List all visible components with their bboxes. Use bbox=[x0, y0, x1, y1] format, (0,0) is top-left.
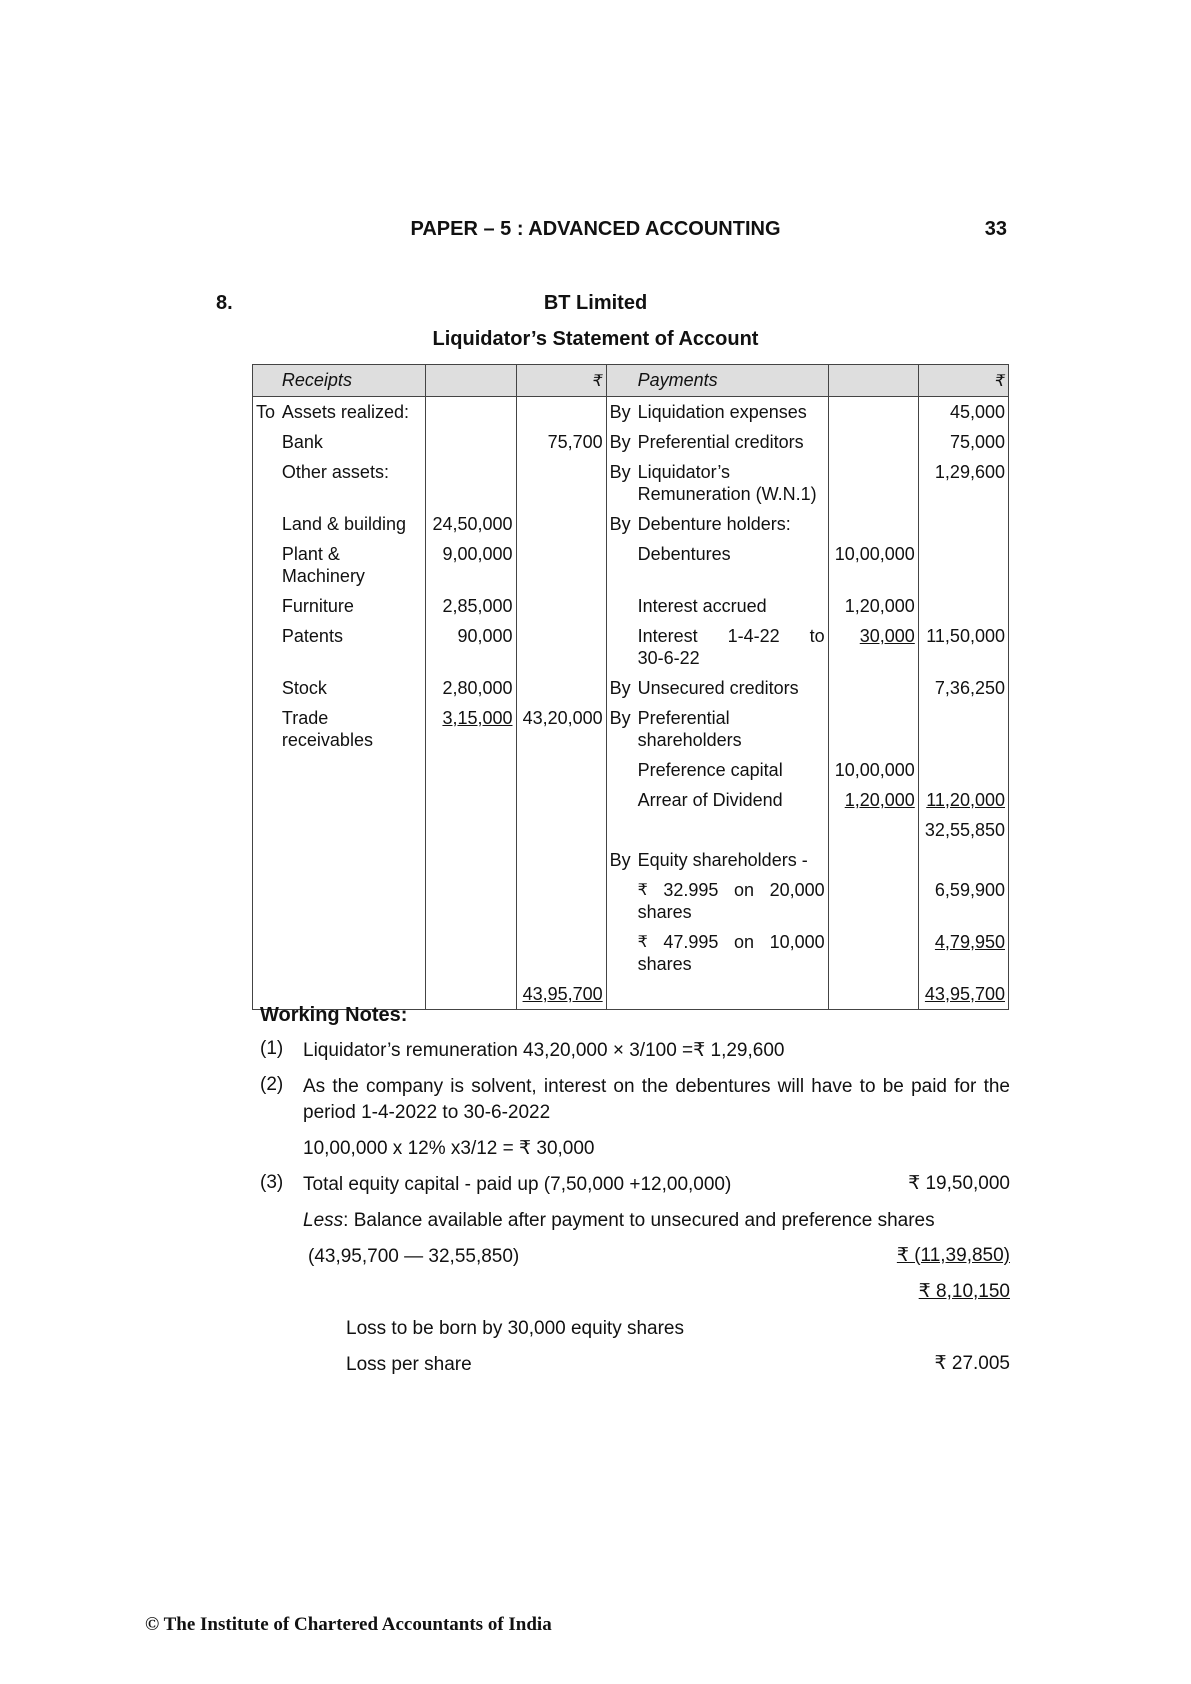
trade-receivables-label: Trade receivables bbox=[279, 703, 426, 755]
note-3-text: Total equity capital - paid up (7,50,000 +12,00,000) bbox=[303, 1174, 732, 1195]
loss-per-share-label: Loss per share bbox=[346, 1354, 472, 1375]
by-prefix: By bbox=[606, 427, 634, 457]
equity-line-2 bbox=[635, 927, 829, 979]
less-text: : Balance available after payment to unsecured and preference shares bbox=[343, 1210, 935, 1231]
equity-2-amount: 4,79,950 bbox=[934, 932, 1005, 952]
table-row bbox=[253, 509, 1009, 539]
debenture-holders-label: Debenture holders: bbox=[635, 509, 829, 539]
table-row bbox=[253, 539, 1009, 591]
equity-2-shares-word: shares bbox=[637, 954, 692, 974]
land-building-label: Land & building bbox=[279, 509, 426, 539]
payments-currency-header: ₹ bbox=[994, 371, 1005, 390]
note-3-calculation: (43,95,700 — 32,55,850) bbox=[308, 1246, 520, 1267]
table-row bbox=[253, 785, 1009, 815]
table-header-row bbox=[253, 365, 1009, 397]
unsecured-creditors-amount: 7,36,250 bbox=[918, 673, 1008, 703]
preferential-shareholders-label: Preferential shareholders bbox=[635, 703, 829, 755]
statement-title: Liquidator’s Statement of Account bbox=[432, 328, 759, 350]
by-prefix: By bbox=[606, 509, 634, 539]
loss-label: Loss to be born by 30,000 equity shares bbox=[346, 1318, 685, 1339]
note-2-text: As the company is solvent, interest on the debentures will have to be paid for the period 1-4-2022 to 30-6-2022 bbox=[303, 1076, 1010, 1123]
working-notes-title: Working Notes: bbox=[260, 1004, 408, 1026]
furniture-label: Furniture bbox=[279, 591, 426, 621]
table-row bbox=[253, 397, 1009, 428]
note-2-calculation: 10,00,000 x 12% x3/12 = ₹ 30,000 bbox=[303, 1138, 595, 1159]
equity-1-amount: 6,59,900 bbox=[918, 875, 1008, 927]
note-1-number: (1) bbox=[260, 1038, 284, 1059]
equity-1-count: 20,000 bbox=[769, 880, 825, 900]
interest-to-word: to bbox=[809, 626, 825, 646]
payments-header: Payments bbox=[635, 365, 829, 397]
to-prefix: To bbox=[253, 397, 279, 428]
copyright-footer: © The Institute of Chartered Accountants of India bbox=[145, 1614, 552, 1635]
equity-2-on: on bbox=[733, 932, 755, 952]
liquidation-expenses-amount: 45,000 bbox=[918, 397, 1008, 428]
table-row bbox=[253, 673, 1009, 703]
table-row bbox=[253, 875, 1009, 927]
by-prefix: By bbox=[606, 673, 634, 703]
plant-machinery-label: Plant & Machinery bbox=[279, 539, 426, 591]
plant-machinery-amount: 9,00,000 bbox=[426, 539, 516, 591]
less-word: Less bbox=[303, 1210, 344, 1231]
by-prefix: By bbox=[606, 457, 634, 509]
table-row bbox=[253, 621, 1009, 673]
trade-receivables-amount: 3,15,000 bbox=[442, 708, 513, 728]
stock-amount: 2,80,000 bbox=[426, 673, 516, 703]
patents-amount: 90,000 bbox=[426, 621, 516, 673]
preferential-creditors-amount: 75,000 bbox=[918, 427, 1008, 457]
rupee-icon: ₹ bbox=[637, 880, 648, 899]
liquidator-remuneration-label bbox=[635, 457, 829, 509]
note-3-number: (3) bbox=[260, 1172, 284, 1193]
preference-capital-label: Preference capital bbox=[635, 755, 829, 785]
table-row bbox=[253, 845, 1009, 875]
table-row bbox=[253, 457, 1009, 509]
table-row bbox=[253, 703, 1009, 755]
note-3-calculation-amount: ₹ (11,39,850) bbox=[896, 1245, 1010, 1266]
debentures-label: Debentures bbox=[635, 539, 829, 591]
equity-1-rate: 32.995 bbox=[663, 880, 719, 900]
table-row bbox=[253, 591, 1009, 621]
equity-1-on: on bbox=[733, 880, 755, 900]
liquidator-line1: Liquidator’s bbox=[637, 462, 731, 482]
bank-amount: 75,700 bbox=[516, 427, 606, 457]
by-prefix: By bbox=[606, 703, 634, 755]
debentures-amount: 10,00,000 bbox=[828, 539, 918, 591]
table-row bbox=[253, 755, 1009, 785]
table-row bbox=[253, 927, 1009, 979]
page-number: 33 bbox=[984, 218, 1007, 240]
other-assets-label: Other assets: bbox=[279, 457, 426, 509]
interest-accrued-amount: 1,20,000 bbox=[828, 591, 918, 621]
note-3-amount: ₹ 19,50,000 bbox=[908, 1173, 1010, 1194]
land-building-amount: 24,50,000 bbox=[426, 509, 516, 539]
furniture-amount: 2,85,000 bbox=[426, 591, 516, 621]
equity-1-shares-word: shares bbox=[637, 902, 692, 922]
liquidator-line2: Remuneration (W.N.1) bbox=[637, 484, 817, 504]
stock-label: Stock bbox=[279, 673, 426, 703]
table-row bbox=[253, 815, 1009, 845]
receipts-header: Receipts bbox=[279, 365, 426, 397]
liquidator-statement-table bbox=[252, 364, 1009, 1010]
interest-word: Interest bbox=[637, 626, 698, 646]
equity-line-1 bbox=[635, 875, 829, 927]
note-3-result: ₹ 8,10,150 bbox=[918, 1281, 1010, 1302]
preferential-creditors-label: Preferential creditors bbox=[635, 427, 829, 457]
debenture-total: 11,50,000 bbox=[918, 621, 1008, 673]
assets-realized-label: Assets realized: bbox=[279, 397, 426, 428]
equity-2-count: 10,000 bbox=[769, 932, 825, 952]
interest-amount: 30,000 bbox=[859, 626, 915, 646]
payments-subtotal: 32,55,850 bbox=[918, 815, 1008, 845]
by-prefix: By bbox=[606, 397, 634, 428]
interest-to-date: 30-6-22 bbox=[637, 648, 700, 668]
equity-shareholders-label: Equity shareholders - bbox=[635, 845, 829, 875]
equity-2-rate: 47.995 bbox=[663, 932, 719, 952]
receipts-total: 43,95,700 bbox=[522, 984, 603, 1004]
unsecured-creditors-label: Unsecured creditors bbox=[635, 673, 829, 703]
by-prefix: By bbox=[606, 845, 634, 875]
bank-label: Bank bbox=[279, 427, 426, 457]
arrear-dividend-label: Arrear of Dividend bbox=[635, 785, 829, 815]
company-name: BT Limited bbox=[543, 292, 648, 314]
note-2-number: (2) bbox=[260, 1074, 284, 1095]
interest-accrued-label: Interest accrued bbox=[635, 591, 829, 621]
arrear-dividend-amount: 1,20,000 bbox=[844, 790, 915, 810]
note-1-text: Liquidator’s remuneration 43,20,000 × 3/100 =₹ 1,29,600 bbox=[303, 1040, 785, 1061]
liquidation-expenses-label: Liquidation expenses bbox=[635, 397, 829, 428]
rupee-icon: ₹ bbox=[637, 932, 648, 951]
running-title: PAPER – 5 : ADVANCED ACCOUNTING bbox=[410, 218, 781, 240]
question-number: 8. bbox=[216, 292, 233, 314]
note-3-less bbox=[303, 1208, 1010, 1234]
interest-period-label bbox=[635, 621, 829, 673]
preference-total: 11,20,000 bbox=[926, 790, 1005, 810]
patents-label: Patents bbox=[279, 621, 426, 673]
table-row bbox=[253, 427, 1009, 457]
other-assets-total: 43,20,000 bbox=[516, 703, 606, 755]
preference-capital-amount: 10,00,000 bbox=[828, 755, 918, 785]
liquidator-remuneration-amount: 1,29,600 bbox=[918, 457, 1008, 509]
loss-per-share-amount: ₹ 27.005 bbox=[934, 1353, 1010, 1374]
interest-from-date: 1-4-22 bbox=[727, 626, 780, 646]
receipts-currency-header: ₹ bbox=[592, 371, 603, 390]
payments-total: 43,95,700 bbox=[924, 984, 1005, 1004]
